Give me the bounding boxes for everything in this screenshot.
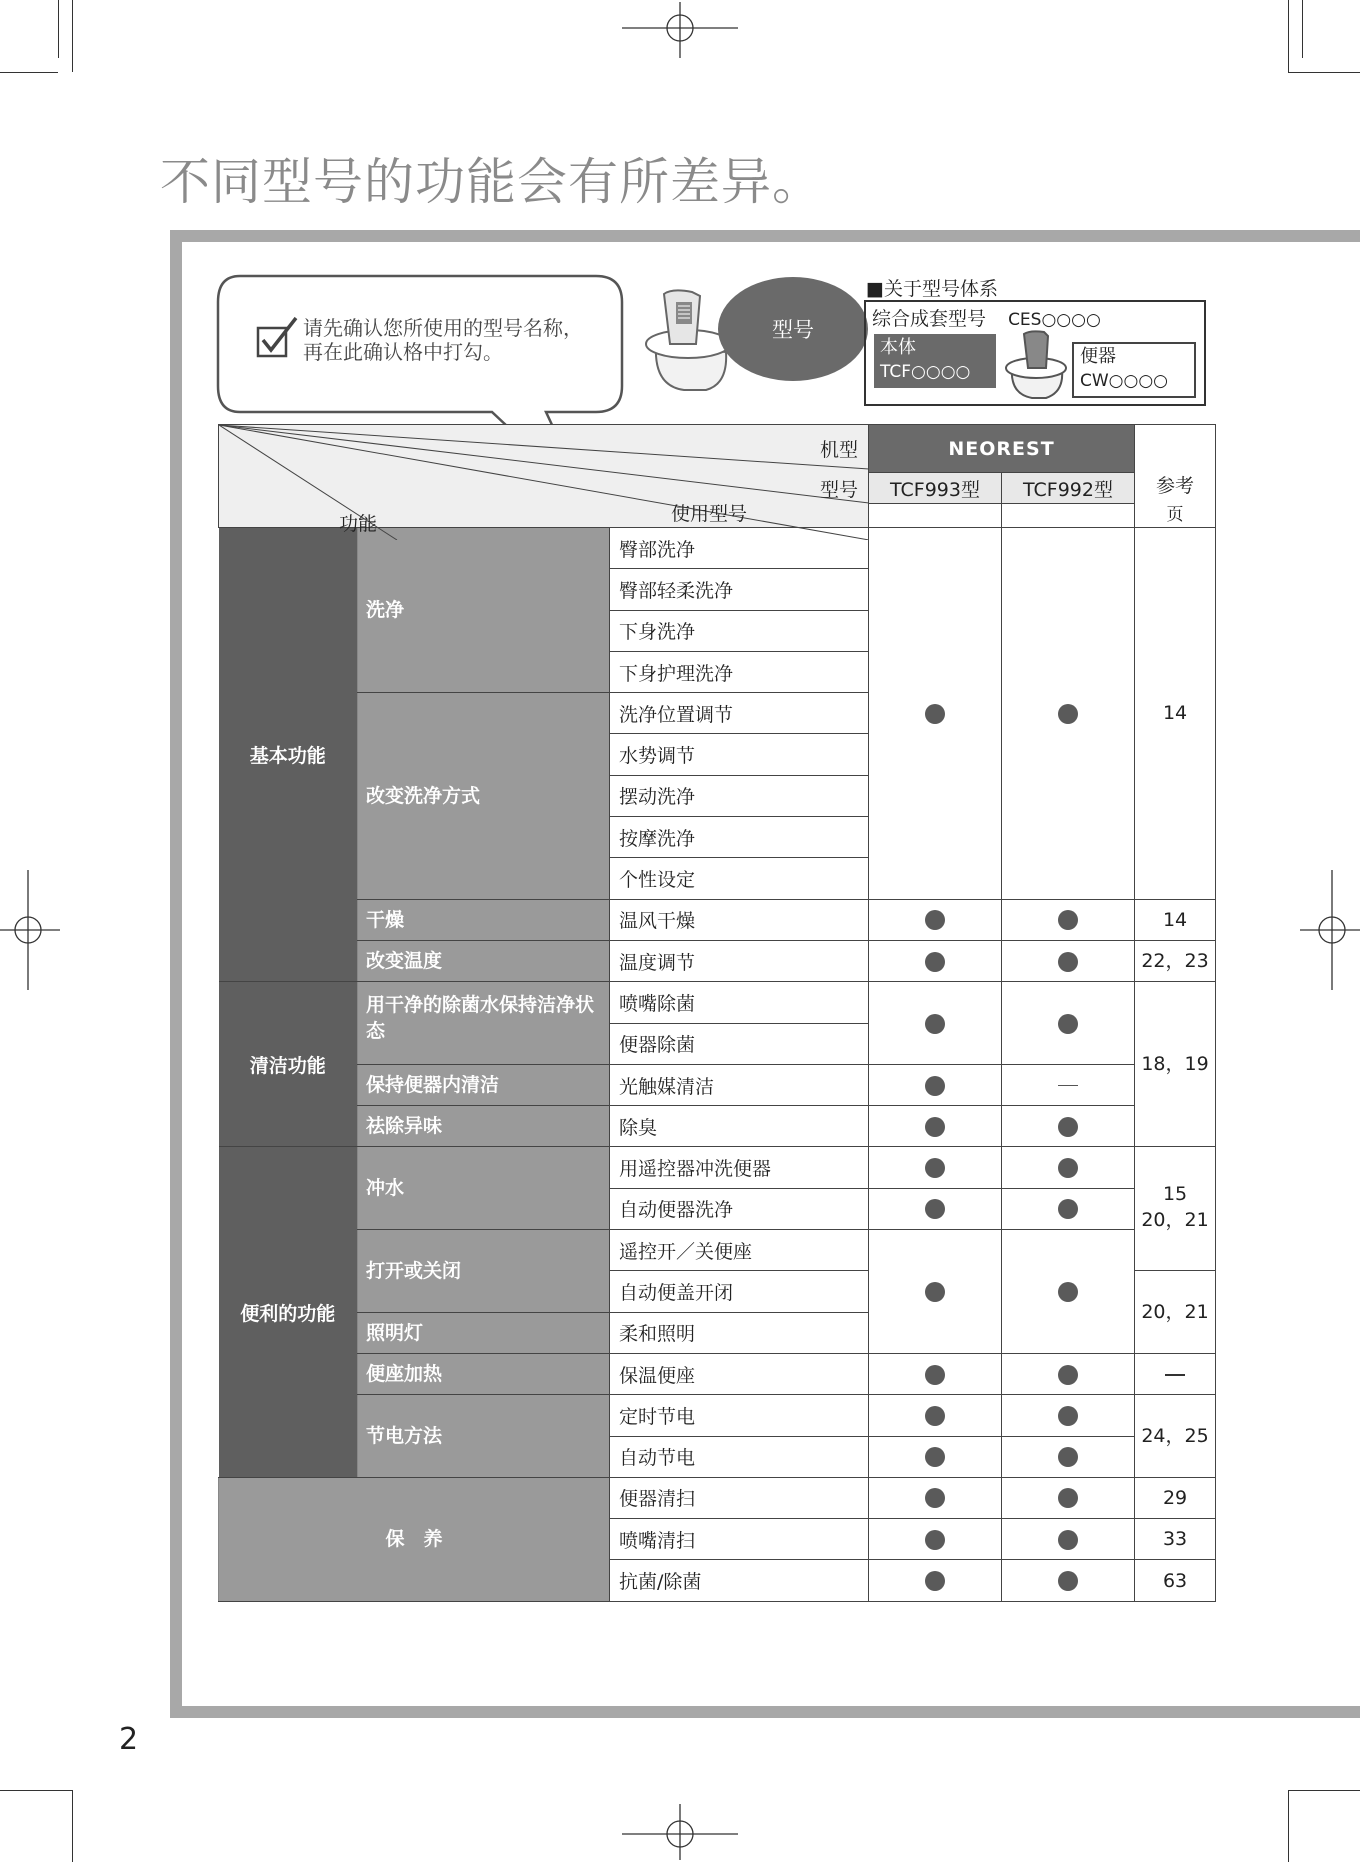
table-row xyxy=(219,940,1216,981)
mark-cell xyxy=(869,1395,1002,1436)
table-row xyxy=(219,1147,1216,1188)
ref-page: 14 xyxy=(1135,899,1216,940)
available-dot-icon xyxy=(1058,952,1078,972)
mark-cell xyxy=(1002,1106,1135,1147)
body-model: 本体 TCF○○○○ xyxy=(874,334,996,388)
mark-cell xyxy=(1002,1353,1135,1394)
table-row xyxy=(219,1395,1216,1436)
available-dot-icon xyxy=(1058,1117,1078,1137)
item-label: 便器除菌 xyxy=(610,1023,869,1064)
item-label: 自动便器洗净 xyxy=(610,1188,869,1229)
table-row xyxy=(219,1353,1216,1394)
mark-cell xyxy=(1002,1560,1135,1601)
table-row xyxy=(219,899,1216,940)
model-bubble: 型号 xyxy=(718,277,868,381)
ref-page xyxy=(1135,1353,1216,1394)
set-model: 综合成套型号 CES○○○○ xyxy=(872,308,1101,330)
note-text: 请先确认您所使用的型号名称， 再在此确认格中打勾。 xyxy=(303,316,583,364)
model-b-header: TCF992型 xyxy=(1002,473,1135,504)
frame-border xyxy=(170,230,182,1718)
available-dot-icon xyxy=(925,1530,945,1550)
page-number: 2 xyxy=(119,1722,139,1757)
available-dot-icon xyxy=(1058,1282,1078,1302)
available-dot-icon xyxy=(1058,1199,1078,1219)
function-table xyxy=(218,424,1216,1602)
item-label: 遥控开／关便座 xyxy=(610,1230,869,1271)
item-label: 便器清扫 xyxy=(610,1477,869,1518)
available-dot-icon xyxy=(1058,1530,1078,1550)
subgroup-seat-heat: 便座加热 xyxy=(358,1353,610,1394)
mark-cell xyxy=(869,1436,1002,1477)
subgroup-wash: 洗净 xyxy=(358,528,610,693)
item-label: 除臭 xyxy=(610,1106,869,1147)
available-dot-icon xyxy=(925,952,945,972)
available-dot-icon xyxy=(925,1014,945,1034)
registration-mark xyxy=(622,2,738,58)
available-dot-icon xyxy=(1058,1014,1078,1034)
available-dot-icon xyxy=(925,1447,945,1467)
available-dot-icon xyxy=(925,1406,945,1426)
available-dot-icon xyxy=(1058,1406,1078,1426)
table-row xyxy=(219,1064,1216,1105)
crop-mark xyxy=(72,1790,73,1862)
table-row xyxy=(219,1477,1216,1518)
ref-page: 14 xyxy=(1135,528,1216,900)
mark-cell xyxy=(1002,1230,1135,1354)
item-label: 摆动洗净 xyxy=(610,775,869,816)
bowl-model: 便器 CW○○○○ xyxy=(1072,342,1196,398)
mark-cell xyxy=(869,1064,1002,1105)
no-page-dash-icon xyxy=(1165,1374,1185,1376)
item-label: 下身护理洗净 xyxy=(610,651,869,692)
group-convenience: 便利的功能 xyxy=(219,1147,358,1477)
ref-page: 20，21 xyxy=(1135,1271,1216,1354)
ref-page: 22，23 xyxy=(1135,940,1216,981)
crop-mark xyxy=(1288,0,1289,72)
group-basic: 基本功能 xyxy=(219,528,358,982)
available-dot-icon xyxy=(1058,1365,1078,1385)
mark-cell xyxy=(869,1188,1002,1229)
checkbox-icon[interactable] xyxy=(256,316,302,360)
mark-cell xyxy=(869,982,1002,1065)
available-dot-icon xyxy=(925,1158,945,1178)
item-label: 温度调节 xyxy=(610,940,869,981)
mark-cell xyxy=(869,1353,1002,1394)
available-dot-icon xyxy=(925,704,945,724)
item-label: 柔和照明 xyxy=(610,1312,869,1353)
item-label: 个性设定 xyxy=(610,858,869,899)
machine-label: 机型 xyxy=(820,439,859,461)
group-cleaning: 清洁功能 xyxy=(219,982,358,1147)
available-dot-icon xyxy=(925,1282,945,1302)
crop-mark xyxy=(58,0,59,58)
mark-cell xyxy=(869,1230,1002,1354)
available-dot-icon xyxy=(1058,1571,1078,1591)
ref-page: 33 xyxy=(1135,1519,1216,1560)
mark-cell xyxy=(869,1519,1002,1560)
mark-cell xyxy=(1002,1188,1135,1229)
page-title: 不同型号的功能会有所差异。 xyxy=(160,153,823,211)
item-label: 温风干燥 xyxy=(610,899,869,940)
subgroup-flush: 冲水 xyxy=(358,1147,610,1230)
subgroup-light: 照明灯 xyxy=(358,1312,610,1353)
ref-page: 18，19 xyxy=(1135,982,1216,1147)
mark-cell xyxy=(869,899,1002,940)
mark-cell xyxy=(1002,1147,1135,1188)
item-label: 按摩洗净 xyxy=(610,817,869,858)
item-label: 喷嘴除菌 xyxy=(610,982,869,1023)
registration-mark xyxy=(0,870,60,990)
item-label: 光触媒清洁 xyxy=(610,1064,869,1105)
ref-page: 15 20，21 xyxy=(1135,1147,1216,1271)
mark-cell xyxy=(1002,1519,1135,1560)
available-dot-icon xyxy=(1058,910,1078,930)
table-row xyxy=(219,982,1216,1023)
crop-mark xyxy=(0,72,58,73)
available-dot-icon xyxy=(925,1076,945,1096)
available-dot-icon xyxy=(925,910,945,930)
ref-page-header: 参考 页 xyxy=(1135,425,1216,528)
item-label: 洗净位置调节 xyxy=(610,693,869,734)
available-dot-icon xyxy=(1058,1447,1078,1467)
table-header-diagonal xyxy=(219,425,869,535)
item-label: 水势调节 xyxy=(610,734,869,775)
model-a-checkbox[interactable] xyxy=(869,503,1002,527)
ref-page: 29 xyxy=(1135,1477,1216,1518)
item-label: 用遥控器冲洗便器 xyxy=(610,1147,869,1188)
mark-cell xyxy=(1002,1395,1135,1436)
mark-cell xyxy=(1002,1436,1135,1477)
item-label: 臀部轻柔洗净 xyxy=(610,569,869,610)
subgroup-change-mode: 改变洗净方式 xyxy=(358,693,610,899)
toilet-icon xyxy=(1000,328,1076,402)
subgroup-power-save: 节电方法 xyxy=(358,1395,610,1478)
table-row xyxy=(219,1230,1216,1271)
available-dot-icon xyxy=(1058,1488,1078,1508)
group-maintenance: 保 养 xyxy=(219,1477,610,1601)
function-label: 功能 xyxy=(339,513,378,535)
mark-cell xyxy=(869,1560,1002,1601)
model-b-checkbox[interactable] xyxy=(1002,503,1135,527)
subgroup-keep-clean: 保持便器内清洁 xyxy=(358,1064,610,1105)
ref-page: 24，25 xyxy=(1135,1395,1216,1478)
subgroup-sterile-water: 用干净的除菌水保持洁净状态 xyxy=(358,982,610,1065)
mark-cell xyxy=(869,1147,1002,1188)
mark-cell xyxy=(1002,940,1135,981)
table-row xyxy=(219,1106,1216,1147)
item-label: 保温便座 xyxy=(610,1353,869,1394)
not-available-dash-icon xyxy=(1058,1085,1078,1086)
crop-mark xyxy=(1302,0,1303,58)
ref-page: 63 xyxy=(1135,1560,1216,1601)
mark-cell xyxy=(1002,1064,1135,1105)
item-label: 臀部洗净 xyxy=(610,528,869,569)
registration-mark xyxy=(622,1804,738,1860)
crop-mark xyxy=(1288,72,1360,73)
item-label: 下身洗净 xyxy=(610,610,869,651)
model-label: 型号 xyxy=(820,479,859,501)
brand-header: NEOREST xyxy=(869,425,1135,473)
item-label: 喷嘴清扫 xyxy=(610,1519,869,1560)
subgroup-dry: 干燥 xyxy=(358,899,610,940)
item-label: 自动便盖开闭 xyxy=(610,1271,869,1312)
available-dot-icon xyxy=(925,1117,945,1137)
model-system-title: ■关于型号体系 xyxy=(866,278,998,300)
available-dot-icon xyxy=(925,1488,945,1508)
mark-cell xyxy=(869,1477,1002,1518)
frame-border xyxy=(170,230,1360,242)
available-dot-icon xyxy=(1058,704,1078,724)
frame-border xyxy=(170,1706,1360,1718)
crop-mark xyxy=(1288,1790,1289,1862)
model-a-header: TCF993型 xyxy=(869,473,1002,504)
subgroup-deodor: 祛除异味 xyxy=(358,1106,610,1147)
crop-mark xyxy=(0,1790,72,1791)
item-label: 抗菌/除菌 xyxy=(610,1560,869,1601)
available-dot-icon xyxy=(925,1199,945,1219)
mark-cell xyxy=(1002,528,1135,900)
mark-cell xyxy=(869,1106,1002,1147)
usage-label: 使用型号 xyxy=(671,503,748,525)
crop-mark xyxy=(1288,1790,1360,1791)
available-dot-icon xyxy=(1058,1158,1078,1178)
mark-cell xyxy=(869,940,1002,981)
mark-cell xyxy=(1002,1477,1135,1518)
subgroup-change-temp: 改变温度 xyxy=(358,940,610,981)
item-label: 自动节电 xyxy=(610,1436,869,1477)
available-dot-icon xyxy=(925,1571,945,1591)
mark-cell xyxy=(1002,899,1135,940)
item-label: 定时节电 xyxy=(610,1395,869,1436)
registration-mark xyxy=(1300,870,1360,990)
crop-mark xyxy=(72,0,73,72)
mark-cell xyxy=(869,528,1002,900)
available-dot-icon xyxy=(925,1365,945,1385)
subgroup-open-close: 打开或关闭 xyxy=(358,1230,610,1313)
mark-cell xyxy=(1002,982,1135,1065)
